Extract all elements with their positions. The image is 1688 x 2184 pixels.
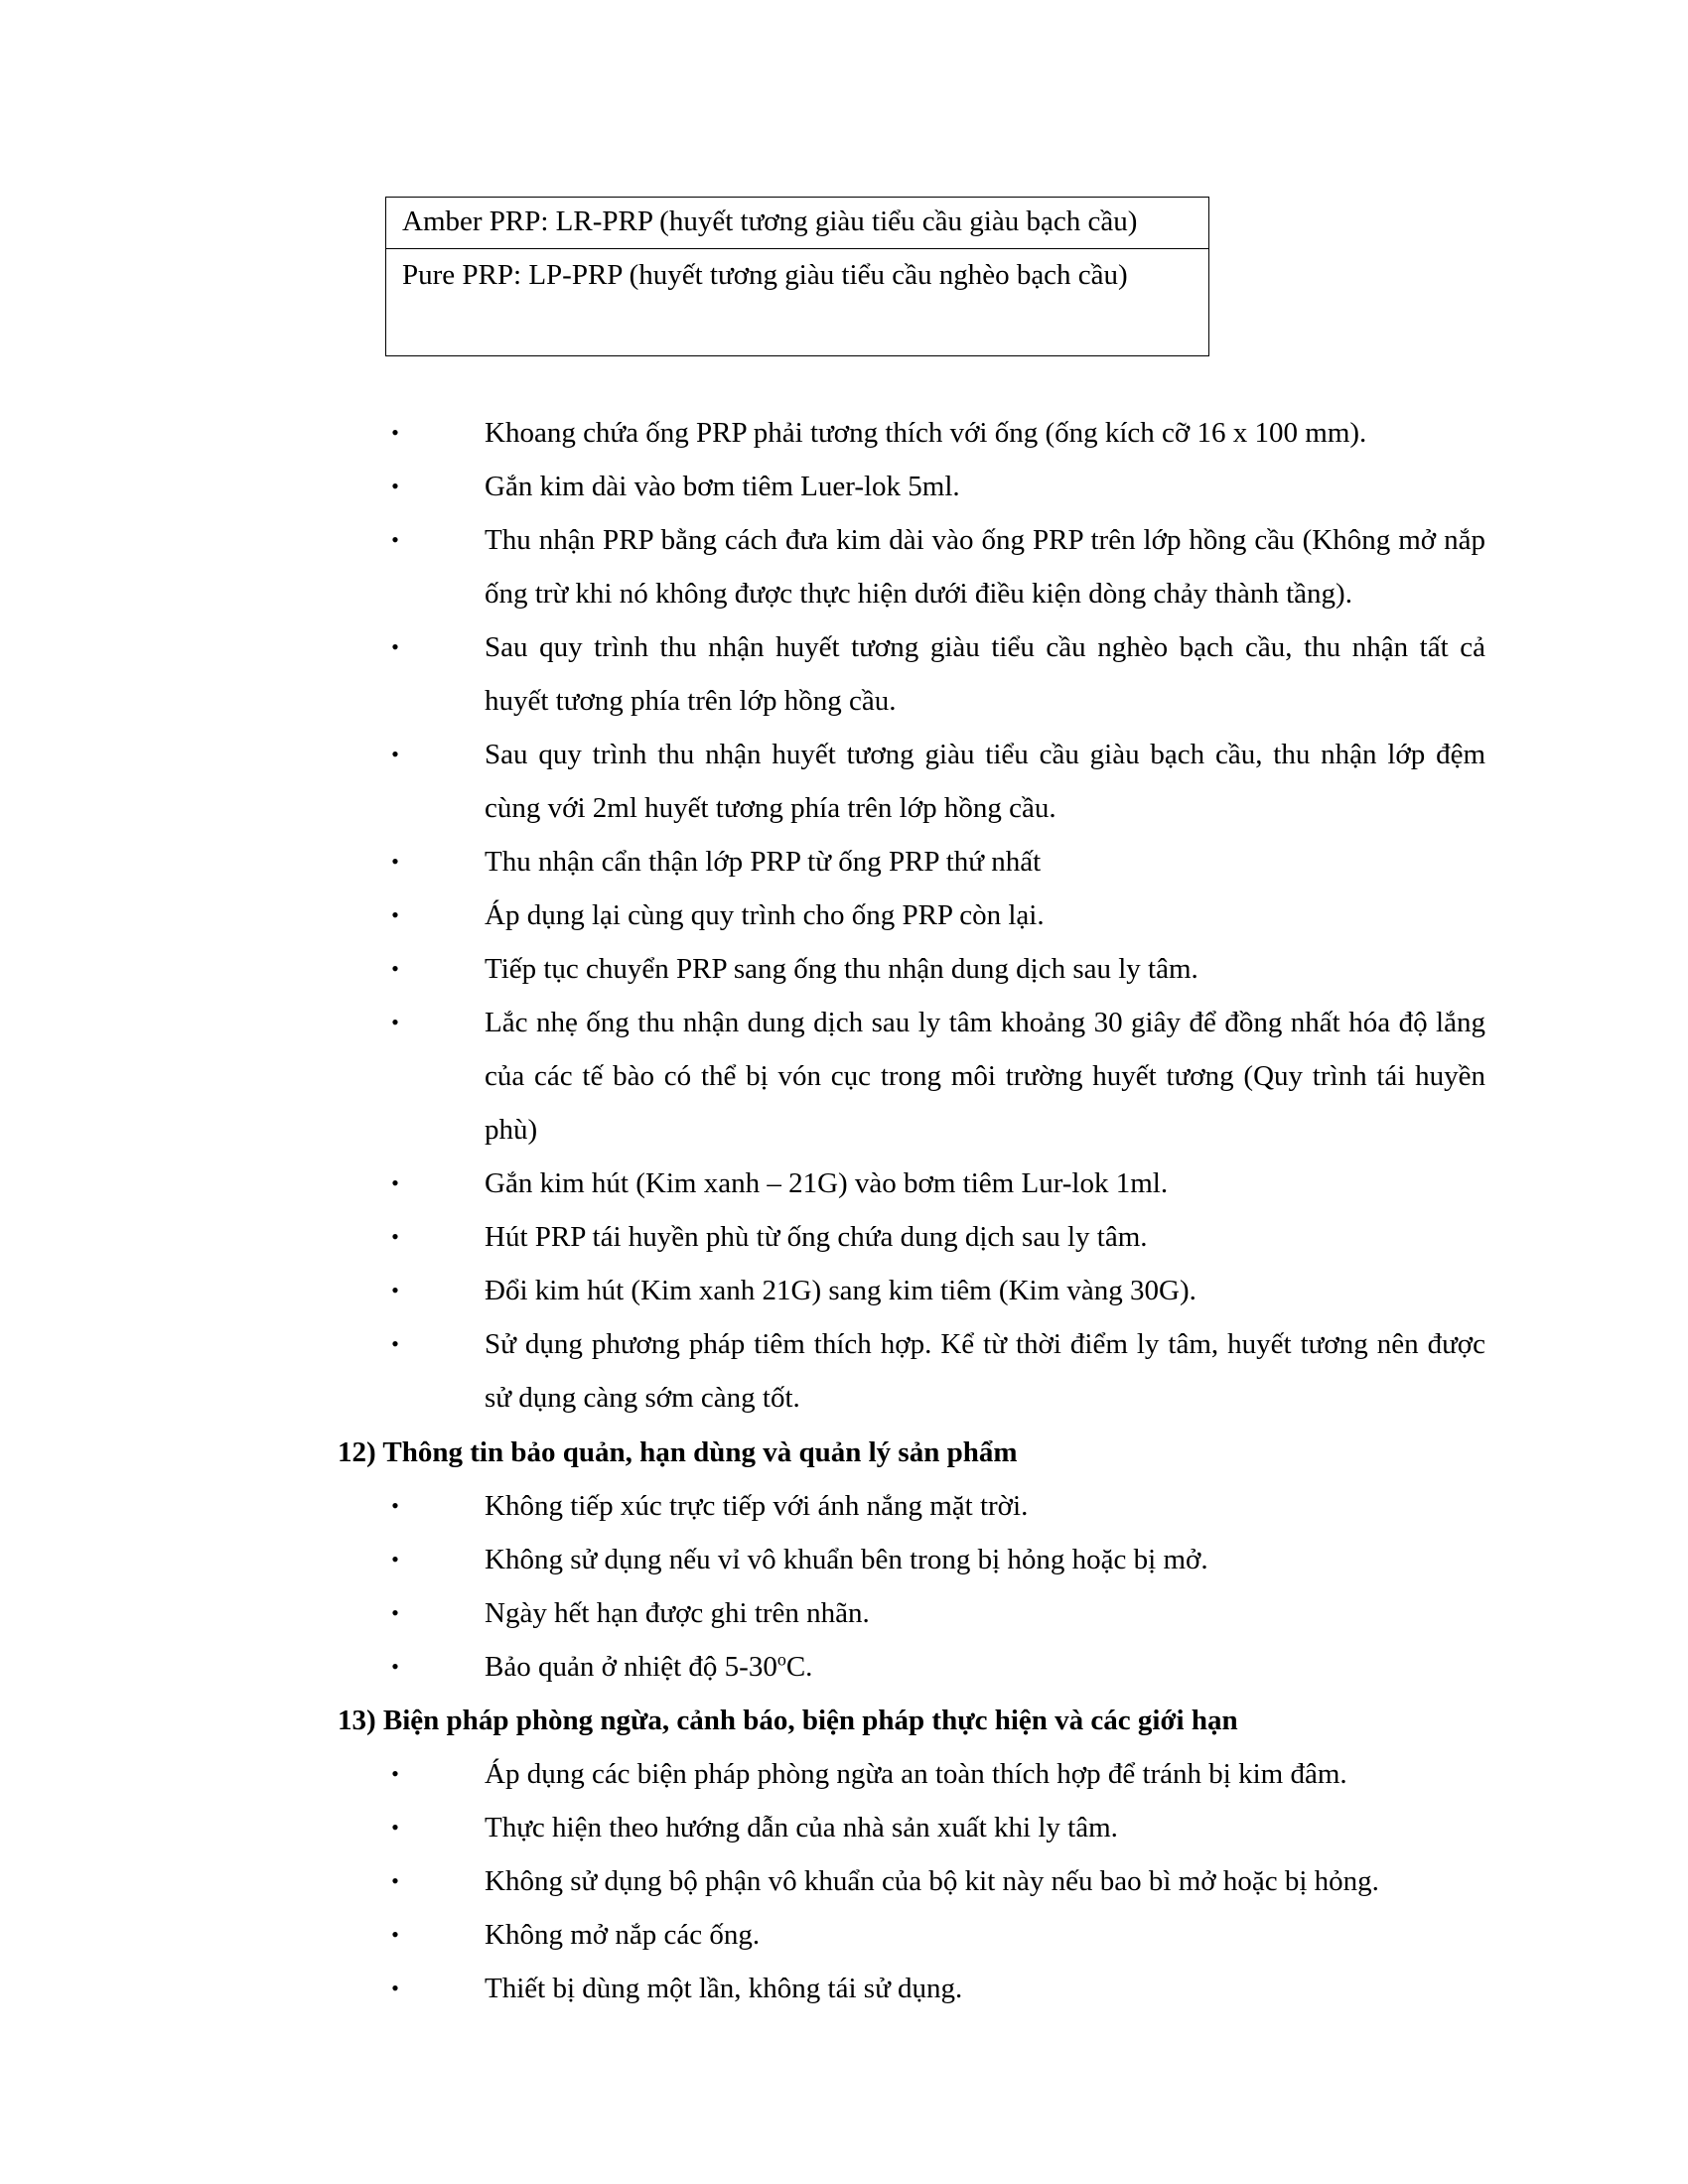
bullet-icon: • [391, 956, 399, 981]
list-item: • Thực hiện theo hướng dẫn của nhà sản xuất khi ly tâm. [385, 1801, 1485, 1854]
list-item: • Sử dụng phương pháp tiêm thích hợp. Kể từ thời điểm ly tâm, huyết tương nên được sử dụng càng sớm càng tốt. [385, 1317, 1485, 1425]
prp-type-table [385, 197, 1209, 356]
bullet-icon: • [391, 849, 399, 874]
bullet-icon: • [391, 1224, 399, 1249]
list-item [385, 1640, 1485, 1694]
bullet-icon: • [391, 1170, 399, 1195]
list-item: • Thiết bị dùng một lần, không tái sử dụng. [385, 1962, 1485, 2015]
list-item: • Sau quy trình thu nhận huyết tương giàu tiểu cầu giàu bạch cầu, thu nhận lớp đệm cùng với 2ml huyết tương phía trên lớp hồng cầu. [385, 728, 1485, 835]
bullet-icon: • [391, 902, 399, 927]
list-item: • Không sử dụng bộ phận vô khuẩn của bộ kit này nếu bao bì mở hoặc bị hỏng. [385, 1854, 1485, 1908]
bullet-icon: • [391, 1010, 399, 1034]
list-item: • Áp dụng lại cùng quy trình cho ống PRP còn lại. [385, 888, 1485, 942]
bullet-icon: • [391, 474, 399, 498]
bullet-icon: • [391, 742, 399, 766]
list-item: • Thu nhận cẩn thận lớp PRP từ ống PRP thứ nhất [385, 835, 1485, 888]
list-item: • Thu nhận PRP bằng cách đưa kim dài vào ống PRP trên lớp hồng cầu (Không mở nắp ống trừ khi nó không được thực hiện dưới điều kiện dòng chảy thành tầng). [385, 513, 1485, 620]
list-item: • Tiếp tục chuyển PRP sang ống thu nhận dung dịch sau ly tâm. [385, 942, 1485, 996]
precautions-list [385, 1747, 1485, 2015]
bullet-icon: • [391, 1278, 399, 1302]
section-12-heading: 12) Thông tin bảo quản, hạn dùng và quản lý sản phẩm [338, 1436, 1018, 1468]
bullet-icon: • [391, 1331, 399, 1356]
table-cell-amber-prp: Amber PRP: LR-PRP (huyết tương giàu tiểu cầu giàu bạch cầu) [386, 198, 1209, 249]
list-item: • Không sử dụng nếu vỉ vô khuẩn bên trong bị hỏng hoặc bị mở. [385, 1533, 1485, 1586]
list-item: • Gắn kim dài vào bơm tiêm Luer-lok 5ml. [385, 460, 1485, 513]
bullet-icon: • [391, 527, 399, 552]
list-item: • Áp dụng các biện pháp phòng ngừa an toàn thích hợp để tránh bị kim đâm. [385, 1747, 1485, 1801]
storage-info-list [385, 1479, 1485, 1694]
list-item: • Hút PRP tái huyền phù từ ống chứa dung dịch sau ly tâm. [385, 1210, 1485, 1264]
table-row [386, 249, 1209, 356]
bullet-icon: • [391, 420, 399, 445]
storage-temperature: Bảo quản ở nhiệt độ 5-30$^o$C. [485, 1649, 813, 1683]
list-item: • Lắc nhẹ ống thu nhận dung dịch sau ly tâm khoảng 30 giây để đồng nhất hóa độ lắng của các tế bào có thể bị vón cục trong môi trường huyết tương (Quy trình tái huyền phù) [385, 996, 1485, 1157]
bullet-icon: • [391, 1600, 399, 1625]
list-item: • Không tiếp xúc trực tiếp với ánh nắng mặt trời. [385, 1479, 1485, 1533]
list-item: • Đổi kim hút (Kim xanh 21G) sang kim tiêm (Kim vàng 30G). [385, 1264, 1485, 1317]
list-item: • Sau quy trình thu nhận huyết tương giàu tiểu cầu nghèo bạch cầu, thu nhận tất cả huyết tương phía trên lớp hồng cầu. [385, 620, 1485, 728]
bullet-icon: • [391, 1868, 399, 1893]
bullet-icon: • [391, 1922, 399, 1947]
table-row [386, 198, 1209, 249]
section-13-heading: 13) Biện pháp phòng ngừa, cảnh báo, biện pháp thực hiện và các giới hạn [338, 1705, 1238, 1736]
list-item: • Ngày hết hạn được ghi trên nhãn. [385, 1586, 1485, 1640]
list-item: • Không mở nắp các ống. [385, 1908, 1485, 1962]
procedure-step-list [385, 406, 1485, 1425]
bullet-icon: • [391, 634, 399, 659]
bullet-icon: • [391, 1815, 399, 1840]
bullet-icon: • [391, 1547, 399, 1571]
list-item: • Khoang chứa ống PRP phải tương thích với ống (ống kích cỡ 16 x 100 mm). [385, 406, 1485, 460]
table-cell-pure-prp: Pure PRP: LP-PRP (huyết tương giàu tiểu cầu nghèo bạch cầu) [386, 249, 1209, 356]
bullet-icon: • [391, 1761, 399, 1786]
bullet-icon: • [391, 1493, 399, 1518]
bullet-icon: • [391, 1654, 399, 1679]
bullet-icon: • [391, 1976, 399, 2000]
list-item: • Gắn kim hút (Kim xanh – 21G) vào bơm tiêm Lur-lok 1ml. [385, 1157, 1485, 1210]
